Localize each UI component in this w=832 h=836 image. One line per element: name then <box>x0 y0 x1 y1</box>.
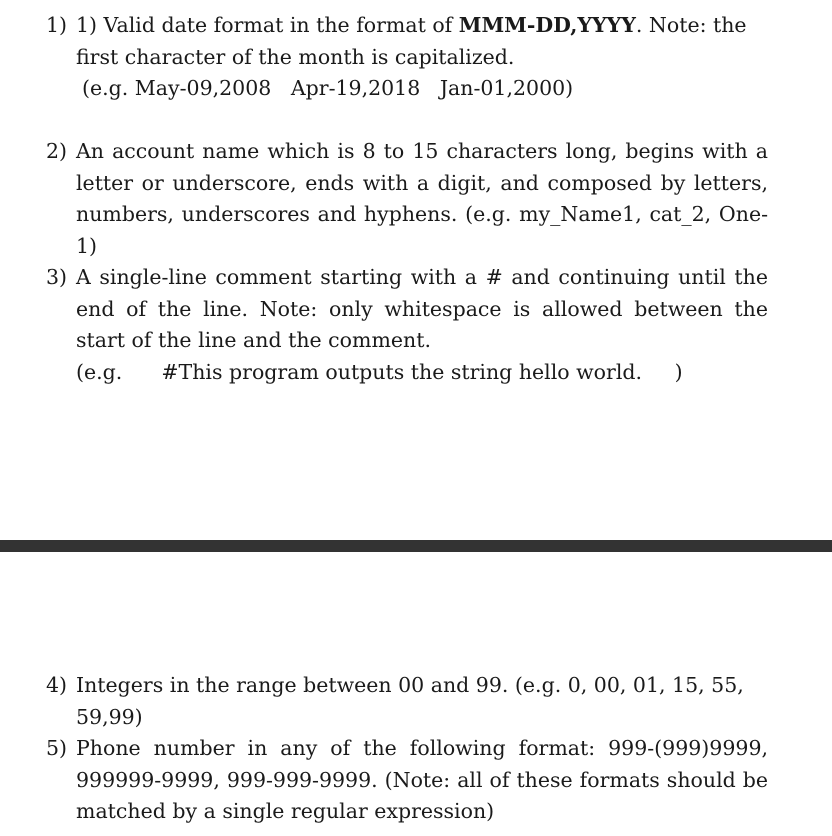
item-number: 3) <box>46 265 68 289</box>
item-text: Integers in the range between 00 and 99. (e.g. 0, 00, 01, 15, 55, 59,99) <box>76 673 744 729</box>
item-text-prefix: 1) Valid date format in the format of <box>76 13 459 37</box>
item-body <box>76 10 768 105</box>
list-item-4 <box>46 670 768 733</box>
page-divider <box>0 540 832 552</box>
item-text: A single-line comment starting with a # and continuing until the end of the line. Note: only whitespace is allowed between the start of the line and the comment. <box>76 265 768 352</box>
item-number: 1) <box>46 13 68 37</box>
item-number: 2) <box>46 139 68 163</box>
item-example: (e.g. #This program outputs the string hello world. ) <box>76 359 683 384</box>
date-format-bold: MMM-DD,YYYY <box>458 13 636 37</box>
list-item-3 <box>46 262 768 388</box>
item-text: Phone number in any of the following format: 999-(999)9999, 999999-9999, 999-999-9999. (Note: all of these formats should be matched by a single regular expression) <box>76 736 768 823</box>
item-number: 4) <box>46 673 68 697</box>
item-example: (e.g. May-09,2008 Apr-19,2018 Jan-01,2000) <box>82 76 574 100</box>
list-item-5 <box>46 733 768 828</box>
item-text: An account name which is 8 to 15 characters long, begins with a letter or underscore, ends with a digit, and composed by letters, numbers, underscores and hyphens. (e.g. my_Name1, cat_2, One-1) <box>76 139 768 258</box>
item-text-suffix: . Note: the first character of the month is capitalized. <box>76 13 747 69</box>
item-number: 5) <box>46 736 68 760</box>
list-item-2 <box>46 136 768 262</box>
item-body <box>76 262 768 388</box>
page-bottom <box>0 552 832 836</box>
list-item-1 <box>46 10 768 105</box>
